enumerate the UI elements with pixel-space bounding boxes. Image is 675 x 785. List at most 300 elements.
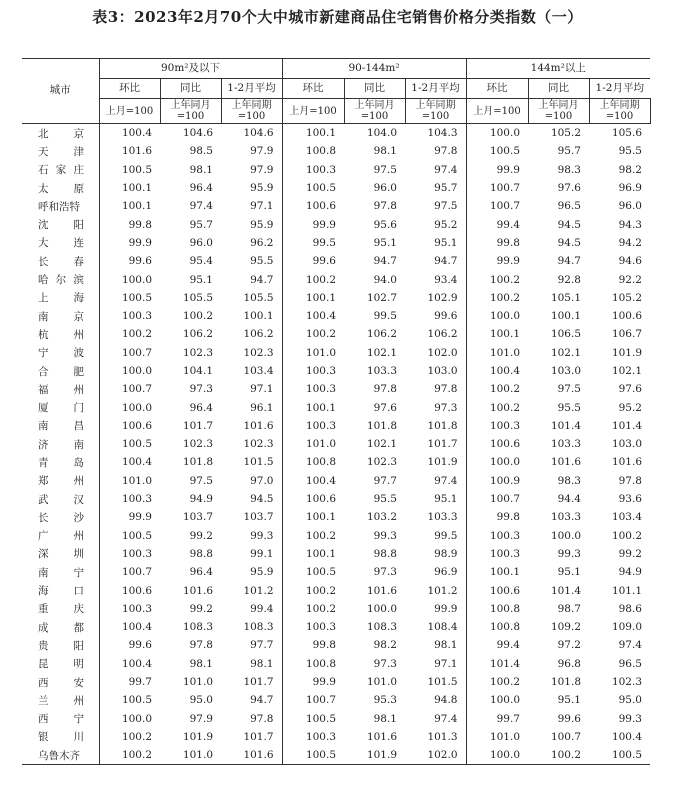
value-cell: 99.9	[466, 161, 528, 179]
city-name: 海口	[38, 585, 84, 598]
table-row	[22, 710, 650, 728]
value-cell: 99.9	[466, 252, 528, 270]
value-cell: 100.5	[282, 746, 344, 765]
value-cell: 95.9	[250, 182, 274, 195]
base-header: 上年同月=100	[344, 99, 405, 124]
city-cell	[22, 563, 99, 581]
value-cell: 101.4	[550, 584, 581, 597]
table-row	[22, 636, 650, 654]
value-cell: 95.5	[250, 255, 274, 268]
value-cell: 97.8	[373, 383, 397, 396]
city-name: 天津	[38, 145, 84, 158]
city-cell	[22, 161, 99, 179]
value-cell: 99.3	[373, 529, 397, 542]
value-cell: 94.5	[250, 493, 274, 506]
value-cell: 100.4	[611, 730, 642, 743]
value-cell: 100.6	[611, 310, 642, 323]
value-cell: 97.3	[373, 657, 397, 670]
value-cell: 100.6	[466, 435, 528, 453]
city-cell	[22, 581, 99, 599]
value-cell: 100.3	[282, 618, 344, 636]
value-cell: 101.7	[243, 730, 274, 743]
value-cell: 97.4	[434, 163, 458, 176]
city-name: 福州	[38, 383, 84, 396]
value-cell: 100.3	[466, 417, 528, 435]
value-cell: 106.7	[611, 328, 642, 341]
value-cell: 105.6	[611, 127, 642, 140]
city-cell	[22, 655, 99, 673]
value-cell: 100.1	[466, 563, 528, 581]
value-cell: 94.3	[618, 218, 642, 231]
city-name: 西安	[38, 676, 84, 689]
value-cell: 100.4	[282, 472, 344, 490]
value-cell: 100.1	[550, 310, 581, 323]
value-cell: 95.7	[189, 218, 213, 231]
value-cell: 100.3	[99, 307, 160, 325]
value-cell: 100.5	[99, 161, 160, 179]
table-row	[22, 508, 650, 526]
value-cell: 94.5	[557, 236, 581, 249]
value-cell: 101.0	[282, 344, 344, 362]
table-row	[22, 252, 650, 270]
value-cell: 100.8	[466, 618, 528, 636]
value-cell: 97.4	[434, 712, 458, 725]
value-cell: 100.1	[282, 545, 344, 563]
city-name: 长沙	[38, 511, 84, 524]
sub-header: 环比	[466, 79, 528, 99]
value-cell: 101.7	[427, 438, 458, 451]
value-cell: 100.0	[99, 710, 160, 728]
value-cell: 100.0	[550, 529, 581, 542]
value-cell: 100.5	[282, 710, 344, 728]
value-cell: 102.7	[366, 291, 397, 304]
value-cell: 100.0	[466, 124, 528, 143]
value-cell: 100.1	[282, 398, 344, 416]
value-cell: 97.3	[373, 566, 397, 579]
value-cell: 94.7	[250, 273, 274, 286]
value-cell: 97.9	[250, 163, 274, 176]
value-cell: 93.4	[434, 273, 458, 286]
value-cell: 104.0	[366, 127, 397, 140]
value-cell: 103.7	[243, 511, 274, 524]
value-cell: 99.8	[466, 508, 528, 526]
city-cell	[22, 618, 99, 636]
city-cell	[22, 215, 99, 233]
city-cell	[22, 234, 99, 252]
value-cell: 105.1	[550, 291, 581, 304]
city-cell	[22, 710, 99, 728]
value-cell: 100.1	[99, 197, 160, 215]
value-cell: 101.9	[427, 456, 458, 469]
city-name: 贵阳	[38, 639, 84, 652]
value-cell: 94.9	[189, 493, 213, 506]
value-cell: 97.5	[373, 163, 397, 176]
value-cell: 105.2	[550, 127, 581, 140]
base-header: 上月=100	[99, 99, 160, 124]
group-header: 90m²及以下	[99, 59, 282, 79]
value-cell: 99.7	[99, 673, 160, 691]
value-cell: 100.2	[282, 270, 344, 288]
value-cell: 100.6	[282, 490, 344, 508]
value-cell: 98.2	[373, 639, 397, 652]
value-cell: 99.4	[466, 215, 528, 233]
city-cell	[22, 453, 99, 471]
value-cell: 100.4	[466, 362, 528, 380]
value-cell: 100.2	[611, 529, 642, 542]
value-cell: 102.1	[611, 365, 642, 377]
table-row	[22, 600, 650, 618]
city-name: 南宁	[38, 566, 84, 579]
value-cell: 102.1	[550, 346, 581, 359]
value-cell: 92.2	[618, 273, 642, 286]
value-cell: 100.1	[282, 124, 344, 143]
value-cell: 103.3	[550, 438, 581, 451]
city-cell	[22, 344, 99, 362]
sub-header: 1-2月平均	[589, 79, 650, 99]
table-row	[22, 380, 650, 398]
value-cell: 105.5	[243, 291, 274, 304]
table-row	[22, 728, 650, 746]
value-cell: 101.8	[366, 419, 397, 432]
value-cell: 97.8	[434, 383, 458, 396]
value-cell: 97.3	[434, 401, 458, 414]
city-cell	[22, 179, 99, 197]
value-cell: 100.3	[99, 545, 160, 563]
value-cell: 100.4	[99, 618, 160, 636]
value-cell: 109.2	[550, 621, 581, 634]
value-cell: 103.4	[243, 365, 274, 377]
value-cell: 101.0	[466, 728, 528, 746]
value-cell: 98.1	[189, 657, 213, 670]
value-cell: 99.8	[99, 215, 160, 233]
table-row	[22, 289, 650, 307]
value-cell: 94.9	[618, 566, 642, 579]
table-row	[22, 161, 650, 179]
value-cell: 101.7	[243, 676, 274, 689]
value-cell: 95.1	[189, 273, 213, 286]
value-cell: 100.2	[550, 749, 581, 762]
value-cell: 99.9	[282, 673, 344, 691]
table-row	[22, 490, 650, 508]
city-name: 厦门	[38, 402, 84, 415]
base-header: 上年同期=100	[589, 99, 650, 124]
value-cell: 99.4	[250, 602, 274, 615]
value-cell: 100.2	[99, 325, 160, 343]
value-cell: 98.9	[434, 547, 458, 560]
value-cell: 96.1	[250, 401, 274, 414]
value-cell: 100.0	[466, 746, 528, 765]
value-cell: 104.3	[427, 127, 458, 140]
city-cell	[22, 142, 99, 160]
city-cell	[22, 746, 99, 765]
value-cell: 101.0	[182, 749, 213, 762]
city-cell	[22, 325, 99, 343]
table-row	[22, 472, 650, 490]
value-cell: 100.2	[466, 289, 528, 307]
value-cell: 106.2	[243, 328, 274, 341]
value-cell: 103.0	[550, 365, 581, 377]
value-cell: 95.5	[373, 493, 397, 506]
value-cell: 97.8	[189, 639, 213, 652]
city-name: 乌鲁木齐	[38, 749, 80, 762]
value-cell: 98.1	[189, 163, 213, 176]
value-cell: 96.8	[557, 657, 581, 670]
value-cell: 100.7	[466, 179, 528, 197]
value-cell: 101.4	[550, 419, 581, 432]
city-name: 郑州	[38, 475, 84, 488]
value-cell: 100.1	[99, 179, 160, 197]
value-cell: 100.8	[282, 453, 344, 471]
value-cell: 97.8	[250, 712, 274, 725]
value-cell: 108.3	[182, 621, 213, 634]
value-cell: 100.6	[466, 581, 528, 599]
city-cell	[22, 673, 99, 691]
value-cell: 100.7	[282, 691, 344, 709]
value-cell: 100.2	[282, 325, 344, 343]
value-cell: 100.2	[282, 581, 344, 599]
value-cell: 100.0	[366, 602, 397, 615]
value-cell: 100.2	[466, 398, 528, 416]
city-name: 深圳	[38, 548, 84, 561]
city-name: 上海	[38, 292, 84, 305]
value-cell: 100.4	[99, 124, 160, 143]
value-cell: 100.3	[466, 527, 528, 545]
value-cell: 101.3	[427, 730, 458, 743]
value-cell: 100.7	[99, 563, 160, 581]
value-cell: 94.7	[250, 694, 274, 707]
table-row	[22, 142, 650, 160]
value-cell: 103.4	[611, 511, 642, 524]
value-cell: 94.2	[618, 236, 642, 249]
value-cell: 100.7	[99, 344, 160, 362]
value-cell: 100.4	[99, 655, 160, 673]
table-row	[22, 234, 650, 252]
value-cell: 99.9	[99, 234, 160, 252]
value-cell: 100.5	[99, 435, 160, 453]
city-name: 济南	[38, 438, 84, 451]
value-cell: 101.6	[243, 749, 274, 762]
value-cell: 99.3	[618, 712, 642, 725]
value-cell: 96.0	[189, 236, 213, 249]
city-cell	[22, 380, 99, 398]
value-cell: 95.1	[434, 493, 458, 506]
city-name: 重庆	[38, 603, 84, 616]
value-cell: 101.4	[466, 655, 528, 673]
value-cell: 98.1	[373, 145, 397, 158]
value-cell: 100.7	[550, 730, 581, 743]
value-cell: 101.6	[366, 584, 397, 597]
base-header: 上年同期=100	[221, 99, 282, 124]
value-cell: 106.2	[182, 328, 213, 341]
value-cell: 95.5	[557, 401, 581, 414]
city-cell	[22, 417, 99, 435]
value-cell: 94.0	[373, 273, 397, 286]
value-cell: 99.6	[282, 252, 344, 270]
value-cell: 100.5	[99, 527, 160, 545]
value-cell: 103.2	[366, 511, 397, 524]
value-cell: 103.0	[611, 438, 642, 451]
value-cell: 100.3	[282, 380, 344, 398]
value-cell: 100.5	[282, 179, 344, 197]
value-cell: 95.1	[434, 236, 458, 249]
value-cell: 99.1	[250, 547, 274, 560]
value-cell: 100.0	[466, 307, 528, 325]
value-cell: 94.7	[373, 255, 397, 268]
value-cell: 105.2	[611, 291, 642, 304]
table-body	[22, 124, 650, 765]
value-cell: 97.8	[618, 474, 642, 487]
city-name: 哈尔滨	[38, 274, 84, 287]
value-cell: 99.3	[557, 547, 581, 560]
sub-header: 同比	[160, 79, 221, 99]
value-cell: 100.0	[99, 362, 160, 380]
value-cell: 97.3	[189, 383, 213, 396]
value-cell: 103.3	[366, 365, 397, 377]
value-cell: 102.9	[427, 291, 458, 304]
value-cell: 98.5	[189, 145, 213, 158]
value-cell: 100.4	[99, 453, 160, 471]
value-cell: 106.2	[366, 328, 397, 341]
city-name: 沈阳	[38, 219, 84, 232]
value-cell: 94.5	[557, 218, 581, 231]
value-cell: 109.0	[611, 621, 642, 634]
value-cell: 97.0	[250, 474, 274, 487]
value-cell: 102.3	[243, 438, 274, 451]
value-cell: 95.9	[250, 218, 274, 231]
table-row	[22, 197, 650, 215]
value-cell: 101.9	[366, 749, 397, 762]
sub-header: 1-2月平均	[405, 79, 466, 99]
value-cell: 100.2	[466, 380, 528, 398]
value-cell: 97.5	[557, 383, 581, 396]
value-cell: 108.3	[366, 621, 397, 634]
table-row	[22, 398, 650, 416]
value-cell: 103.7	[182, 511, 213, 524]
value-cell: 100.6	[99, 417, 160, 435]
value-cell: 101.0	[99, 472, 160, 490]
value-cell: 99.8	[466, 234, 528, 252]
value-cell: 100.4	[282, 307, 344, 325]
city-name: 大连	[38, 237, 84, 250]
value-cell: 101.2	[243, 584, 274, 597]
value-cell: 100.2	[182, 310, 213, 323]
value-cell: 95.4	[189, 255, 213, 268]
value-cell: 95.0	[618, 694, 642, 707]
value-cell: 96.5	[618, 657, 642, 670]
base-header: 上年同期=100	[405, 99, 466, 124]
value-cell: 100.3	[99, 600, 160, 618]
value-cell: 100.1	[466, 325, 528, 343]
value-cell: 95.1	[557, 694, 581, 707]
value-cell: 101.8	[550, 676, 581, 689]
value-cell: 94.6	[618, 255, 642, 268]
value-cell: 102.1	[366, 346, 397, 359]
value-cell: 96.4	[189, 182, 213, 195]
value-cell: 94.8	[434, 694, 458, 707]
value-cell: 101.0	[466, 344, 528, 362]
table-row	[22, 581, 650, 599]
value-cell: 100.5	[282, 563, 344, 581]
value-cell: 96.2	[250, 236, 274, 249]
group-header: 144m²以上	[466, 59, 650, 79]
value-cell: 97.6	[557, 182, 581, 195]
value-cell: 100.0	[466, 453, 528, 471]
value-cell: 100.1	[282, 289, 344, 307]
value-cell: 98.1	[373, 712, 397, 725]
value-cell: 102.3	[182, 438, 213, 451]
value-cell: 99.2	[189, 602, 213, 615]
city-cell	[22, 270, 99, 288]
value-cell: 100.5	[99, 289, 160, 307]
value-cell: 101.1	[611, 584, 642, 597]
city-name: 青岛	[38, 456, 84, 469]
value-cell: 101.8	[182, 456, 213, 469]
value-cell: 101.6	[99, 142, 160, 160]
value-cell: 94.7	[434, 255, 458, 268]
base-header: 上月=100	[282, 99, 344, 124]
value-cell: 95.2	[434, 218, 458, 231]
table-row	[22, 362, 650, 380]
value-cell: 96.0	[618, 200, 642, 213]
value-cell: 97.8	[373, 200, 397, 213]
value-cell: 93.6	[618, 493, 642, 506]
table-row	[22, 417, 650, 435]
price-index-table	[22, 58, 651, 765]
value-cell: 103.0	[427, 365, 458, 377]
value-cell: 99.3	[250, 529, 274, 542]
value-cell: 100.1	[282, 508, 344, 526]
table-row	[22, 344, 650, 362]
value-cell: 97.5	[434, 200, 458, 213]
value-cell: 99.6	[99, 636, 160, 654]
value-cell: 100.3	[99, 490, 160, 508]
city-name: 南京	[38, 310, 84, 323]
table-row	[22, 691, 650, 709]
value-cell: 99.6	[557, 712, 581, 725]
value-cell: 102.3	[611, 676, 642, 689]
value-cell: 100.3	[282, 728, 344, 746]
table-row	[22, 435, 650, 453]
value-cell: 97.7	[250, 639, 274, 652]
value-cell: 97.5	[189, 474, 213, 487]
base-header: 上年同月=100	[528, 99, 589, 124]
base-header: 上月=100	[466, 99, 528, 124]
city-cell	[22, 252, 99, 270]
value-cell: 98.8	[189, 547, 213, 560]
value-cell: 104.1	[182, 365, 213, 377]
sub-header: 环比	[282, 79, 344, 99]
value-cell: 100.2	[466, 270, 528, 288]
city-cell	[22, 691, 99, 709]
table-title: 表3：2023年2月70个大中城市新建商品住宅销售价格分类指数（一）	[92, 8, 583, 26]
group-header: 90-144m²	[282, 59, 466, 79]
value-cell: 104.6	[243, 127, 274, 140]
value-cell: 101.5	[243, 456, 274, 469]
value-cell: 99.5	[373, 310, 397, 323]
value-cell: 98.3	[557, 474, 581, 487]
value-cell: 97.1	[250, 200, 274, 213]
table-row	[22, 307, 650, 325]
value-cell: 100.3	[282, 362, 344, 380]
city-cell	[22, 545, 99, 563]
value-cell: 92.8	[557, 273, 581, 286]
value-cell: 100.1	[243, 310, 274, 323]
city-cell	[22, 197, 99, 215]
value-cell: 101.7	[182, 419, 213, 432]
value-cell: 95.7	[434, 182, 458, 195]
value-cell: 100.9	[466, 472, 528, 490]
value-cell: 101.2	[427, 584, 458, 597]
